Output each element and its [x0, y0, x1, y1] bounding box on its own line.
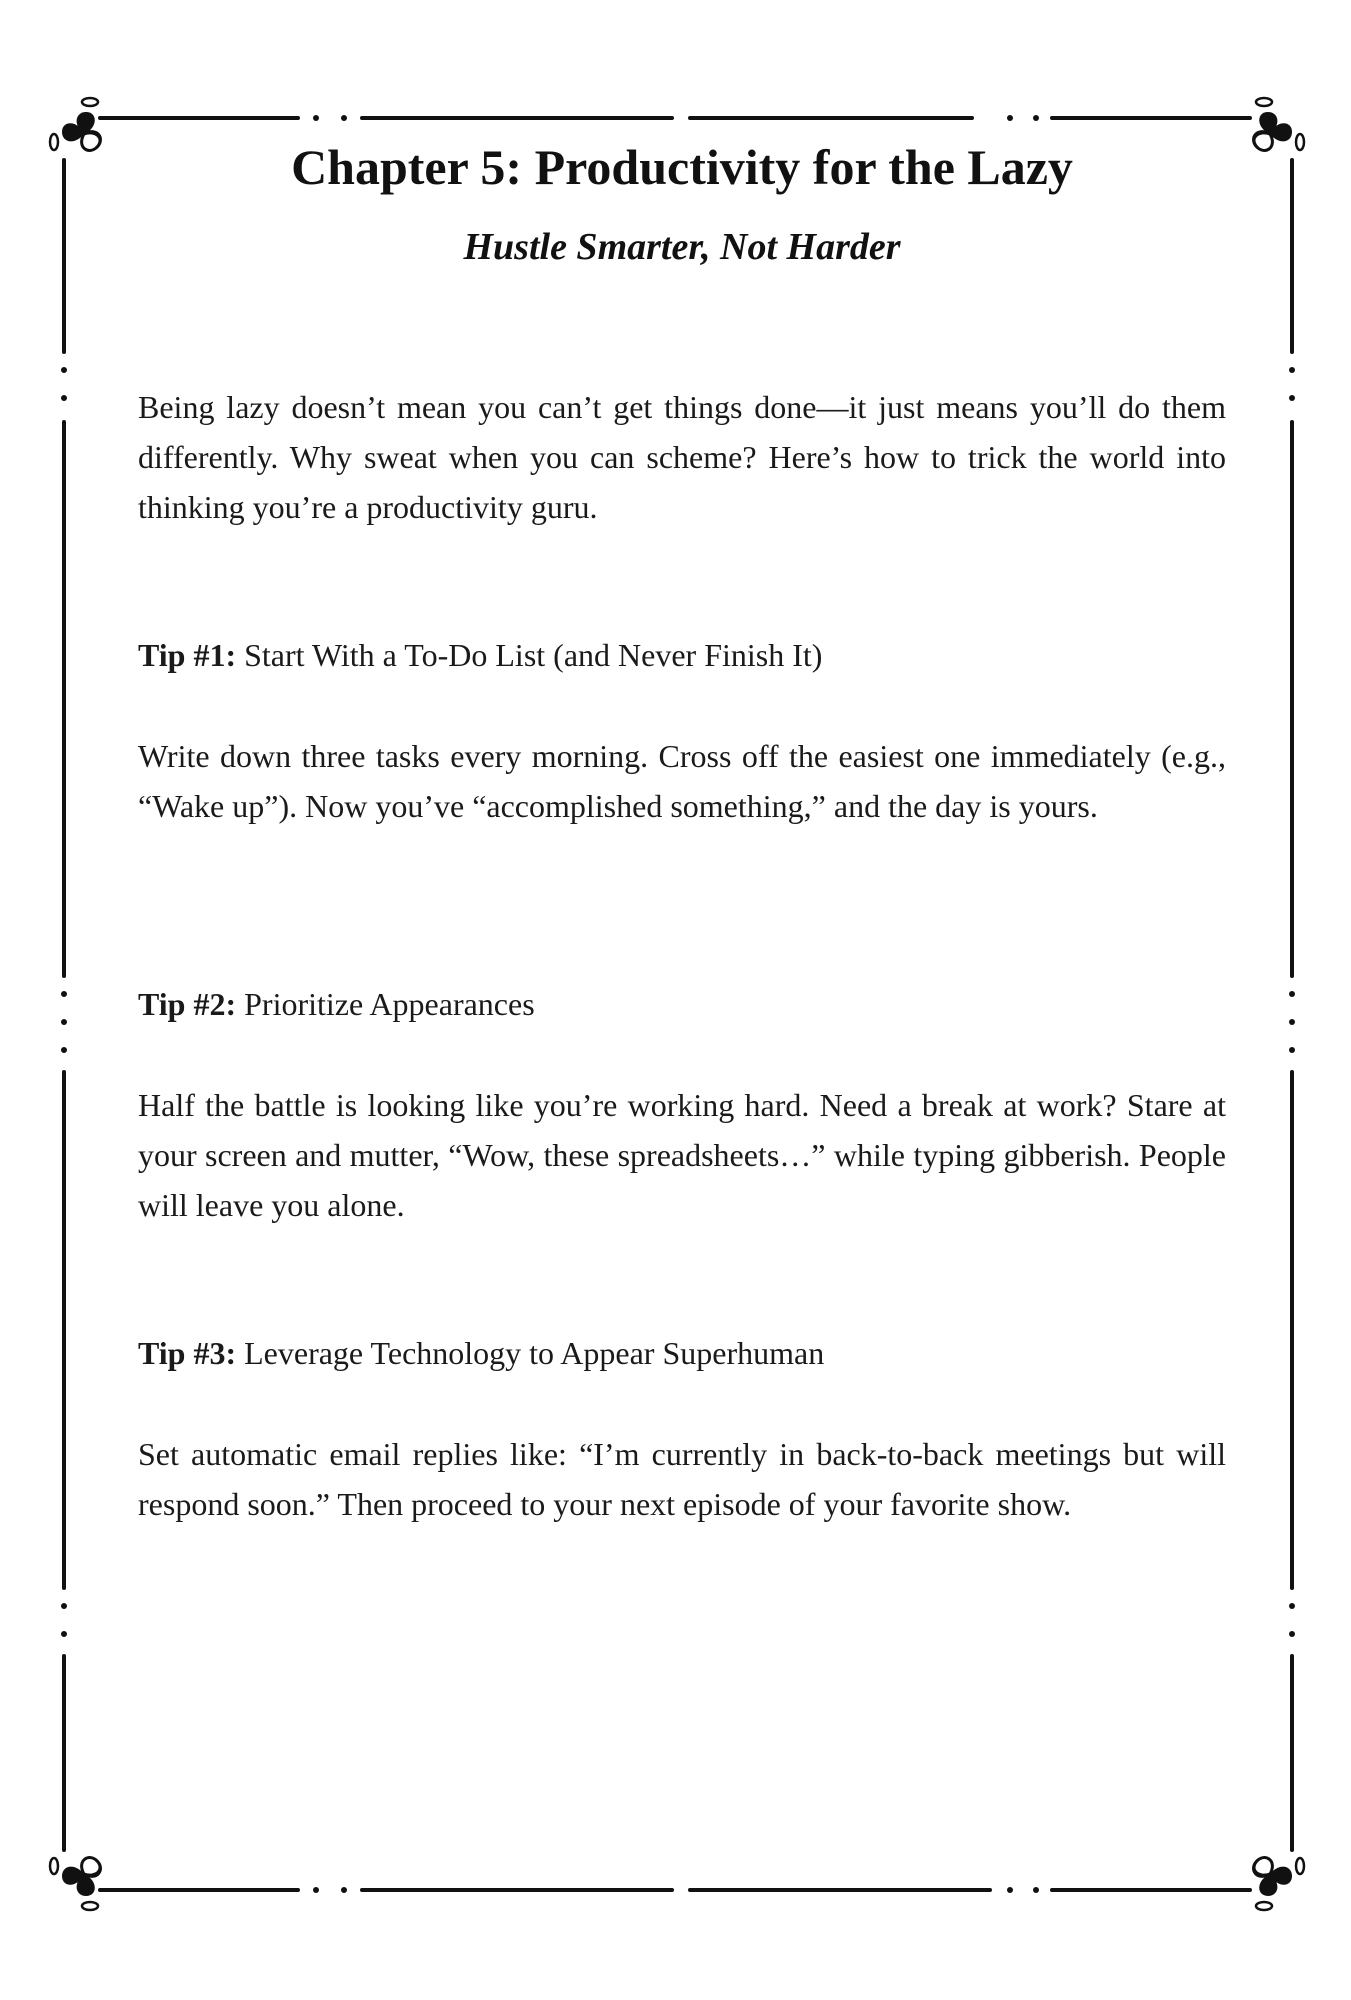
tip-2-label: Tip #2:	[138, 986, 237, 1022]
tip-3-heading	[138, 1328, 1226, 1378]
ornament-bottom-right-icon	[1254, 1858, 1304, 1910]
tip-2-body: Half the battle is looking like you’re working hard. Need a break at work? Stare at your screen and mutter, “Wow, these spreadsheets…” while typing gibberish. People will leave you alone.	[138, 1087, 1226, 1223]
tip-1-heading	[138, 630, 1226, 680]
tip-3-label: Tip #3:	[138, 1335, 237, 1371]
chapter-title: Chapter 5: Productivity for the Lazy	[291, 139, 1073, 195]
chapter-subtitle: Hustle Smarter, Not Harder	[463, 226, 901, 268]
tip-1-label: Tip #1:	[138, 637, 237, 673]
ornament-top-left-icon	[50, 98, 100, 150]
intro-paragraph: Being lazy doesn’t mean you can’t get things done—it just means you’ll do them differently. Why sweat when you can scheme? Here’s how to trick the world into thinking you’re a productivity guru.	[138, 389, 1226, 525]
tip-1-body: Write down three tasks every morning. Cross off the easiest one immediately (e.g., “Wake up”). Now you’ve “accomplished something,” and the day is yours.	[138, 738, 1226, 824]
tip-2-heading	[138, 979, 1226, 1029]
ornament-top-right-icon	[1254, 98, 1304, 150]
ornament-bottom-left-icon	[50, 1858, 100, 1910]
tip-3-title: Leverage Technology to Appear Superhuman	[244, 1335, 825, 1371]
tip-2-title: Prioritize Appearances	[244, 986, 535, 1022]
tip-3-body: Set automatic email replies like: “I’m currently in back-to-back meetings but will respond soon.” Then proceed to your next episode of your favorite show.	[138, 1436, 1226, 1522]
tip-1-title: Start With a To-Do List (and Never Finish It)	[244, 637, 823, 673]
